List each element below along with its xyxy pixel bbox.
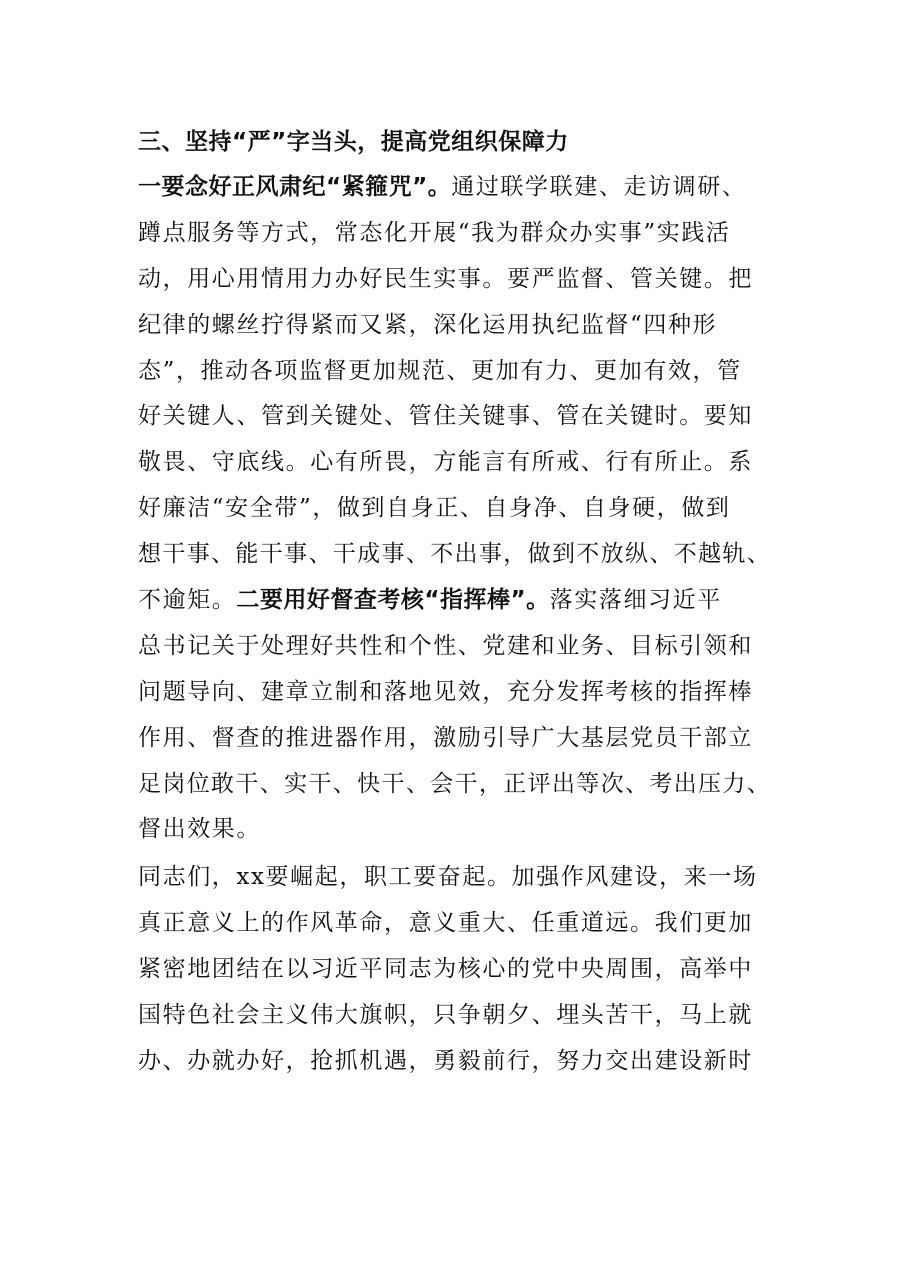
text-line: 同志们，xx要崛起，职工要奋起。加强作风建设，来一场 [138,864,758,891]
text-line: 问题导向、建章立制和落地见效，充分发挥考核的指挥棒 [138,678,753,705]
text-line [138,165,772,211]
paragraph-discipline [138,165,772,853]
text-line: 敬畏、守底线。心有所畏，方能言有所戒、行有所止。系 [138,449,753,476]
text-line: 好关键人、管到关键处、管住关键事、管在关键时。要知 [138,403,753,430]
text-line: 足岗位敢干、实干、快干、会干，正评出等次、考出压力、 [138,770,772,797]
text-line: 国特色社会主义伟大旗帜，只争朝夕、埋头苦干，马上就 [138,1002,753,1029]
line-text: 落实落细习近平 [549,587,722,614]
text-line: 好廉洁“安全带”，做到自身正、自身净、自身硬，做到 [138,495,731,522]
bold-lead-1: 一要念好正风肃纪“紧箍咒”。 [138,174,452,200]
text-line: 总书记关于处理好共性和个性、党建和业务、目标引领和 [138,632,753,659]
text-line: 紧密地团结在以习近平同志为核心的党中央周围，高举中 [138,956,753,983]
text-line: 蹲点服务等方式，常态化开展“我为群众办实事”实践活 [138,219,731,246]
text-line: 态”，推动各项监督更加规范、更加有力、更加有效，管 [138,357,742,384]
line-text: 通过联学联建、走访调研、 [451,174,747,200]
document-body [138,120,772,1085]
paragraph-closing [138,855,772,1084]
text-line: 作用、督查的推进器作用，激励引导广大基层党员干部立 [138,724,753,751]
line-text: 不逾矩。 [138,587,237,614]
text-line: 真正意义上的作风革命，意义重大、任重道远。我们更加 [138,910,753,937]
text-line [138,578,772,624]
section-heading: 三、坚持“严”字当头，提高党组织保障力 [138,129,569,155]
text-line: 督出效果。 [138,816,261,843]
text-line: 动，用心用情用力办好民生实事。要严监督、管关键。把 [138,265,753,292]
text-line: 纪律的螺丝拧得紧而又紧，深化运用执纪监督“四种形 [138,311,718,338]
text-line: 办、办就办好，抢抓机遇，勇毅前行，努力交出建设新时 [138,1047,753,1074]
text-line: 想干事、能干事、干成事、不出事，做到不放纵、不越轨、 [138,541,772,568]
bold-lead-2: 二要用好督查考核“指挥棒”。 [236,587,550,614]
